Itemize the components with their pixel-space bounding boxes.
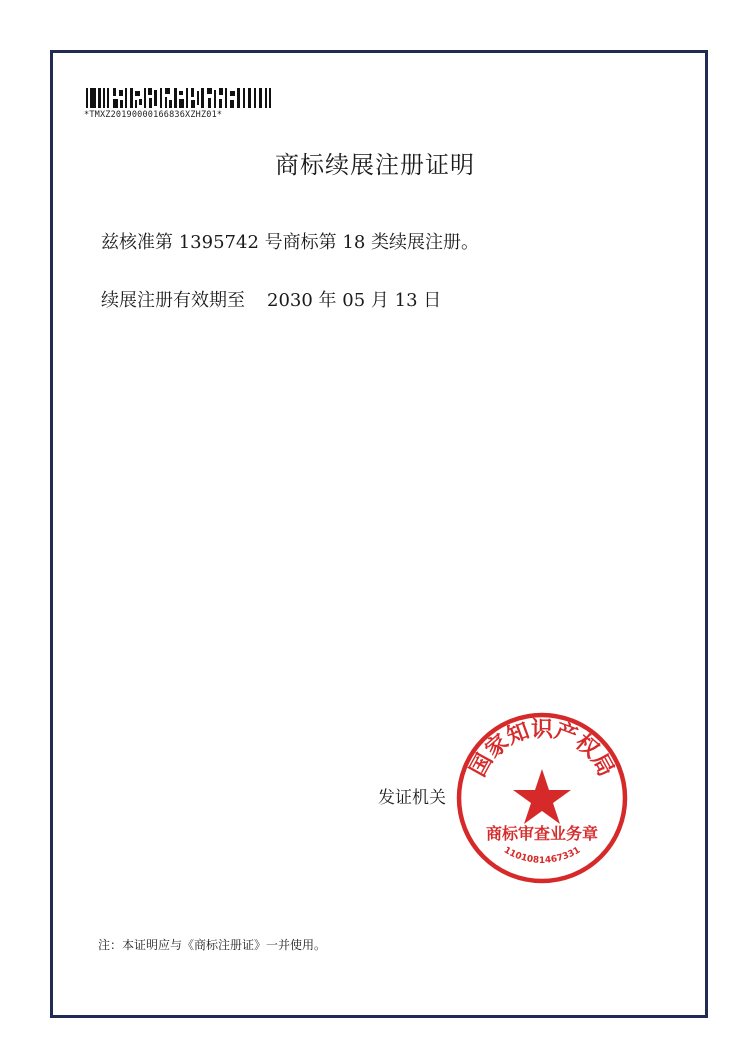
svg-text:1101081467331 [502, 846, 582, 866]
validity-label: 续展注册有效期至 [101, 290, 245, 311]
year-unit: 年 [318, 290, 337, 311]
validity-line [101, 286, 441, 312]
star-icon [513, 769, 571, 824]
statement-suffix: 类续展注册。 [371, 232, 480, 253]
month-unit: 月 [370, 290, 389, 311]
validity-year: 2030 [267, 290, 313, 311]
seal-number: 1101081467331 [501, 845, 583, 866]
footnote: 注：本证明应与《商标注册证》一并使用。 [98, 938, 327, 952]
barcode-number: *TMXZ20190000166836XZHZ01* [84, 110, 223, 120]
class-number: 18 [342, 232, 366, 253]
issuer-label: 发证机关 [378, 788, 446, 808]
seal-top-text: 国家知识产权局 [464, 716, 620, 781]
statement-middle: 号商标第 [264, 232, 337, 253]
barcode [86, 88, 272, 108]
official-seal [455, 711, 629, 885]
approval-statement [101, 228, 479, 254]
seal-center-text: 商标审查业务章 [485, 824, 599, 843]
registration-number: 1395742 [178, 232, 259, 253]
validity-month: 05 [342, 290, 366, 311]
validity-day: 13 [394, 290, 418, 311]
statement-prefix: 兹核准第 [101, 232, 173, 253]
day-unit: 日 [423, 290, 442, 311]
page-title: 商标续展注册证明 [275, 151, 475, 179]
